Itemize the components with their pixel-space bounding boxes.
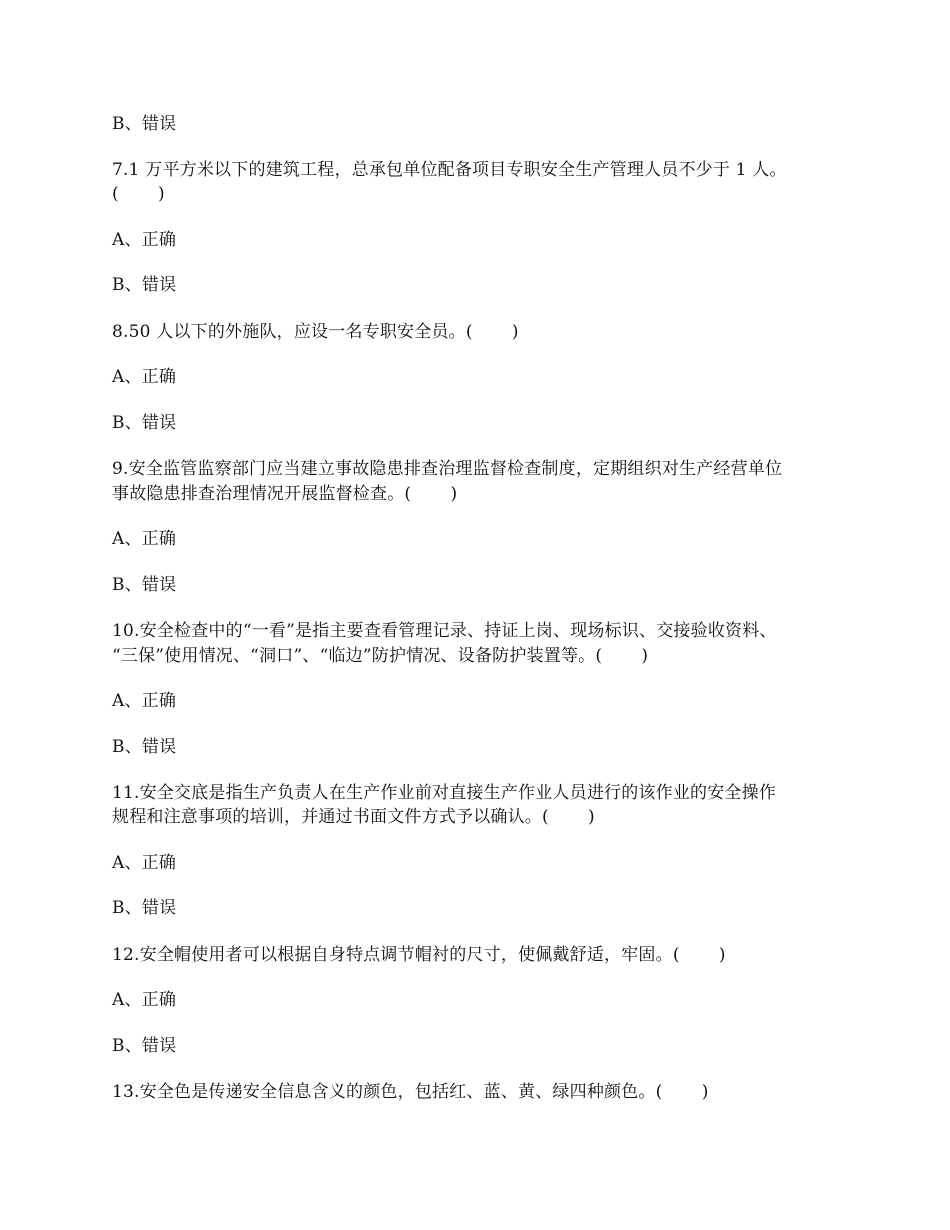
question-8: 8.50 人以下的外施队，应设一名专职安全员。( )	[112, 322, 519, 342]
option-b: B、错误	[112, 737, 177, 757]
option-b: B、错误	[112, 275, 177, 295]
question-10-line-2: “三保”使用情况、“洞口”、“临边”防护情况、设备防护装置等。( )	[112, 646, 649, 666]
option-b: B、错误	[112, 1036, 177, 1056]
option-b: B、错误	[112, 575, 177, 595]
question-11-line-1: 11.安全交底是指生产负责人在生产作业前对直接生产作业人员进行的该作业的安全操作	[112, 783, 777, 803]
option-b: B、错误	[112, 898, 177, 918]
option-a: A、正确	[112, 529, 177, 549]
question-12: 12.安全帽使用者可以根据自身特点调节帽衬的尺寸，使佩戴舒适，牢固。( )	[112, 945, 726, 965]
question-7-line-1: 7.1 万平方米以下的建筑工程，总承包单位配备项目专职安全生产管理人员不少于 1 人。	[112, 160, 787, 180]
option-a: A、正确	[112, 230, 177, 250]
option-a: A、正确	[112, 691, 177, 711]
option-a: A、正确	[112, 990, 177, 1010]
question-9-line-1: 9.安全监管监察部门应当建立事故隐患排查治理监督检查制度，定期组织对生产经营单位	[112, 459, 783, 479]
option-b: B、错误	[112, 114, 177, 134]
question-13: 13.安全色是传递安全信息含义的颜色，包括红、蓝、黄、绿四种颜色。( )	[112, 1082, 709, 1102]
option-b: B、错误	[112, 413, 177, 433]
option-a: A、正确	[112, 853, 177, 873]
question-10-line-1: 10.安全检查中的“一看”是指主要查看管理记录、持证上岗、现场标识、交接验收资料、	[112, 621, 777, 641]
question-11-line-2: 规程和注意事项的培训，并通过书面文件方式予以确认。( )	[112, 807, 595, 827]
question-7-line-2: ( )	[112, 184, 165, 204]
option-a: A、正确	[112, 367, 177, 387]
question-9-line-2: 事故隐患排查治理情况开展监督检查。( )	[112, 484, 458, 504]
